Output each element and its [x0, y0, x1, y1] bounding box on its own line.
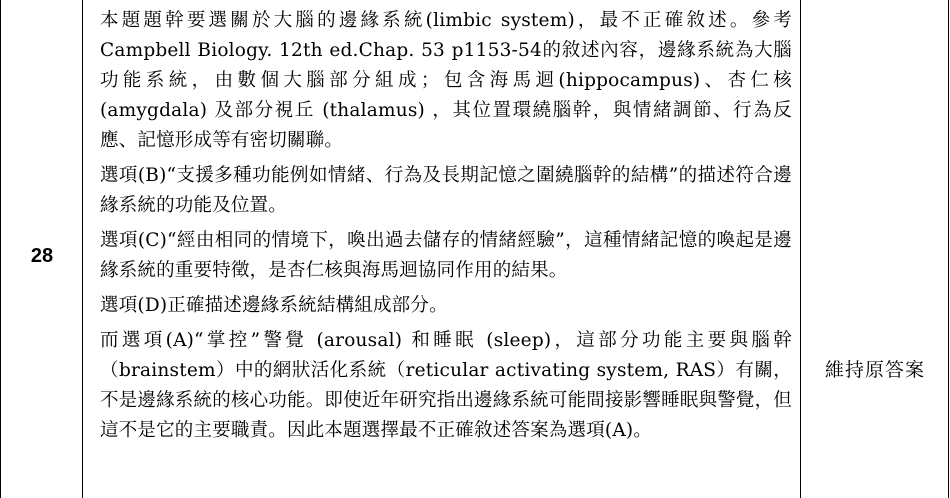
- table-border-right: [948, 0, 949, 498]
- table-column-divider-2: [800, 0, 801, 498]
- explanation-paragraph-4: 選項(D)正確描述邊緣系統結構組成部分。: [100, 295, 448, 316]
- decision-cell: 維持原答案: [824, 359, 925, 381]
- table-border-left: [0, 0, 1, 498]
- explanation-paragraph-3: 選項(C)“經由相同的情境下，喚出過去儲存的情緒經驗”，這種情緒記憶的喚起是邊緣系統的重要特徵，是杏仁核與海馬迴協同作用的結果。: [100, 230, 792, 281]
- explanation-paragraph-2: 選項(B)“支援多種功能例如情緒、行為及長期記憶之圍繞腦幹的結構”的描述符合邊緣系統的功能及位置。: [100, 165, 792, 216]
- explanation-cell: [100, 6, 792, 451]
- explanation-paragraph-1: 本題題幹要選關於大腦的邊緣系統(limbic system)，最不正確敘述。參考Campbell Biology. 12th ed.Chap. 53 p1153-54的敘述內容，邊緣系統為大腦功能系統，由數個大腦部分組成；包含海馬迴(hippocampus)、杏仁核 (amygdala) 及部分視丘 (thalamus) ，其位置環繞腦幹，與情緒調節、行為反應、記憶形成等有密切關聯。: [100, 10, 792, 151]
- table-column-divider-1: [82, 0, 83, 498]
- question-number: 28: [30, 245, 54, 267]
- explanation-paragraph-5: 而選項(A)“掌控”警覺 (arousal) 和睡眠 (sleep)，這部分功能主要與腦幹（brainstem）中的網狀活化系統（reticular activating system, RAS）有關，不是邊緣系統的核心功能。即使近年研究指出邊緣系統可能間接影響睡眠與警覺，但這不是它的主要職責。因此本題選擇最不正確敘述答案為選項(A)。: [100, 330, 792, 441]
